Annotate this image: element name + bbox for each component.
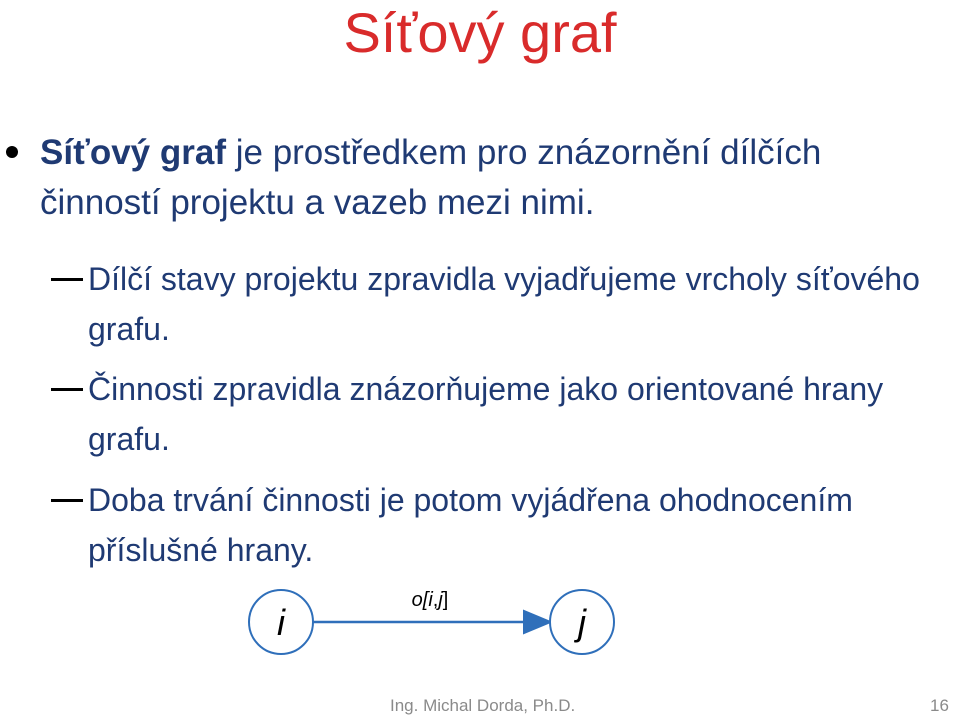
network-graph-diagram <box>0 580 960 690</box>
edge-label-comma: , <box>432 589 439 611</box>
sub-bullet-text: Dílčí stavy projektu zpravidla vyjadřujeme vrcholy síťového grafu. <box>88 261 920 347</box>
dash-icon <box>51 278 83 281</box>
dash-icon <box>51 388 83 391</box>
main-bullet-text <box>40 128 940 228</box>
edge-label-j: j <box>438 589 443 611</box>
node-i-label: i <box>277 602 285 643</box>
footer-author: Ing. Michal Dorda, Ph.D. <box>390 696 576 715</box>
sub-bullet-text: Činnosti zpravidla znázorňujeme jako orientované hrany grafu. <box>88 371 884 457</box>
sub-bullet-text: Doba trvání činnosti je potom vyjádřena ohodnocením příslušné hrany. <box>88 482 853 568</box>
bullet-dot-icon <box>6 146 18 158</box>
footer-page-number: 16 <box>930 696 949 715</box>
edge-label-prefix: o[ <box>411 589 429 611</box>
edge-label <box>412 589 449 611</box>
main-bullet-rest: je prostředkem pro znázornění dílčích činností projektu a vazeb mezi nimi. <box>40 133 822 222</box>
edge-label-i: i <box>428 589 433 611</box>
node-j-label: j <box>578 602 586 643</box>
edge-label-suffix: ] <box>442 589 449 611</box>
slide-title: Síťový graf <box>343 1 617 64</box>
dash-icon <box>51 499 83 502</box>
main-bullet-bold: Síťový graf <box>40 133 226 172</box>
